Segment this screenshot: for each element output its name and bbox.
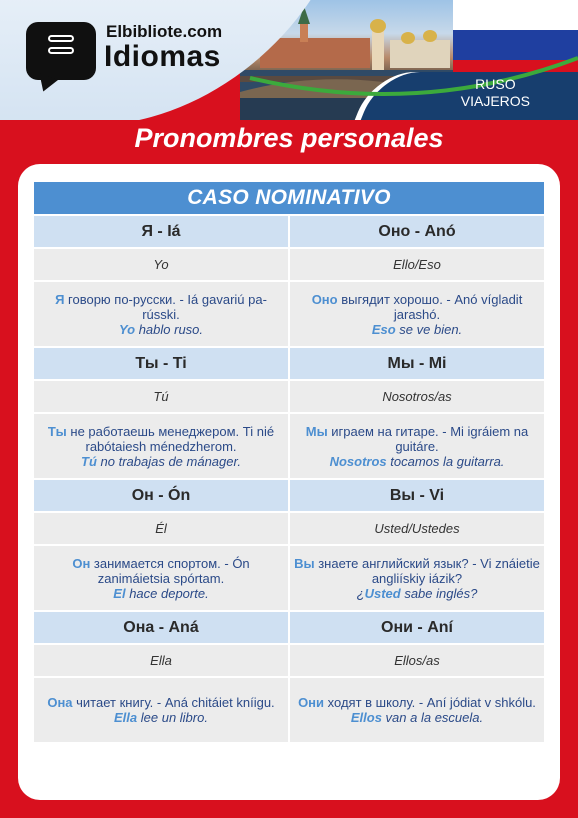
translation-cell: Ellos/as [290,645,544,676]
translation-row [34,249,544,280]
example-cell [34,678,288,742]
example-cell [290,282,544,346]
translation-cell: Tú [34,381,288,412]
example-spanish-pronoun: Nosotros [329,453,387,469]
pronoun-cell: Она - Aná [34,612,288,643]
example-russian-pronoun: Мы [305,423,328,439]
example-russian-text: ходят в школу. - Aní jódiat v shkólu. [324,695,536,710]
audience-label: VIAJEROS [460,93,530,109]
example-russian-pronoun: Вы [294,555,315,571]
brand-subtitle: Idiomas [104,40,221,73]
example-spanish-text: hace deporte. [125,585,209,601]
example-cell [34,282,288,346]
example-russian-text: знаете английский язык? - Vi znáietie angliískiy iázik? [314,555,540,586]
example-spanish-pronoun: Tú [81,453,97,469]
example-russian-text: не работаешь менеджером. Ti nié rabótaiesh ménedzherom. [66,423,275,454]
brand-name: Elbibliote.com [106,22,223,41]
example-spanish-pronoun: Eso [371,321,396,337]
pronoun-row [34,348,544,379]
pronoun-cell: Я - Iá [34,216,288,247]
example-russian-pronoun: Я [55,291,65,307]
example-spanish-prefix: ¿ [356,585,365,601]
translation-cell: Él [34,513,288,544]
pronoun-cell: Они - Aní [290,612,544,643]
book-logo-icon [26,22,96,80]
example-russian-text: играем на гитаре. - Mi igráiem na guitáre. [327,423,529,454]
example-cell [290,414,544,478]
example-russian-pronoun: Она [47,695,73,710]
example-russian-text: говорю по-русски. - Iá gavariú pa-rússki. [64,291,267,322]
example-spanish-text: se ve bien. [395,321,463,337]
content-card [18,164,560,800]
translation-cell: Yo [34,249,288,280]
example-row [34,414,544,478]
page-title: Pronombres personales [134,123,444,153]
example-russian-text: читает книгу. - Aná chitáiet kníigu. [72,695,275,710]
example-russian-text: занимается спортом. - Ón zanimáietsia spórtam. [90,555,250,586]
example-spanish-text: tocamos la guitarra. [386,453,505,469]
example-cell [34,414,288,478]
example-spanish-pronoun: Ella [114,710,138,725]
example-cell [290,546,544,610]
translation-cell: Nosotros/as [290,381,544,412]
pronoun-rows [34,216,544,742]
example-russian-text: выгядит хорошо. - Anó vígladit jarashó. [337,291,523,322]
example-spanish-text: sabe inglés? [400,585,478,601]
example-spanish-text: van a la escuela. [381,710,484,725]
pronoun-row [34,216,544,247]
language-label: RUSO [475,76,516,92]
example-spanish-text: no trabajas de mánager. [96,453,241,469]
example-russian-pronoun: Они [298,695,325,710]
example-cell [34,546,288,610]
pronoun-row [34,612,544,643]
translation-cell: Ella [34,645,288,676]
pronoun-cell: Оно - Anó [290,216,544,247]
example-spanish-pronoun: Yo [118,321,136,337]
pronoun-cell: Мы - Mi [290,348,544,379]
translation-row [34,645,544,676]
translation-cell: Usted/Ustedes [290,513,544,544]
pronoun-row [34,480,544,511]
example-spanish-pronoun: Ellos [350,710,382,725]
pronoun-table [32,180,546,744]
example-row [34,546,544,610]
category-tag [461,76,530,110]
example-spanish-text: hablo ruso. [135,321,204,337]
pronoun-cell: Вы - Vi [290,480,544,511]
example-russian-pronoun: Ты [47,423,67,439]
example-cell [290,678,544,742]
example-russian-pronoun: Оно [311,291,338,307]
example-russian-pronoun: Он [72,555,91,571]
example-row [34,282,544,346]
header-banner [0,0,578,120]
case-header: CASO NOMINATIVO [34,182,544,214]
translation-cell: Ello/Eso [290,249,544,280]
translation-row [34,513,544,544]
example-spanish-pronoun: Usted [364,585,401,601]
example-spanish-text: lee un libro. [137,710,208,725]
example-spanish-pronoun: El [113,585,126,601]
pronoun-cell: Он - Ón [34,480,288,511]
example-row [34,678,544,742]
pronoun-cell: Ты - Ti [34,348,288,379]
translation-row [34,381,544,412]
